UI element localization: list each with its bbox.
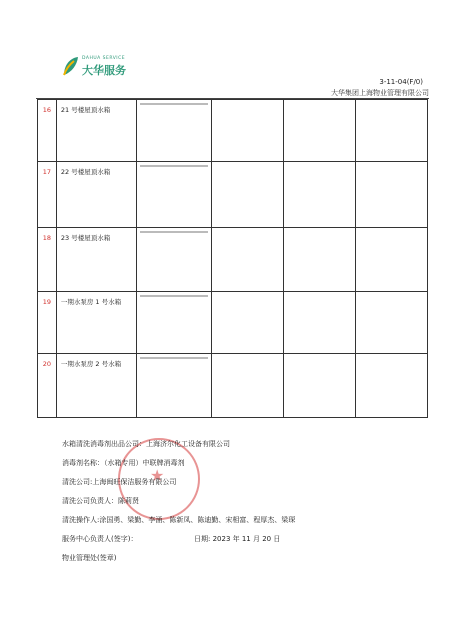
tank-photo	[355, 100, 427, 162]
health-certificate-image	[136, 292, 211, 354]
property-office-seal-label: 物业管理处(签章)	[62, 554, 117, 562]
cleaning-operators: 清洗操作人:涂国勇、梁勤、李涌、陈新凤、陈迪勤、宋相富、程厚杰、梁琛	[62, 516, 296, 524]
tank-location: 一期水泵房 2 号水箱	[56, 354, 136, 418]
row-number: 20	[38, 354, 57, 418]
tank-location: 22 号楼屋顶水箱	[56, 162, 136, 228]
tank-photo	[283, 100, 355, 162]
tank-photo	[283, 354, 355, 418]
row-number: 19	[38, 292, 57, 354]
tank-photo	[283, 162, 355, 228]
row-number: 17	[38, 162, 57, 228]
tank-photo	[283, 228, 355, 292]
tank-location: 23 号楼屋顶水箱	[56, 228, 136, 292]
health-certificate-image	[136, 162, 211, 228]
table-row	[38, 228, 428, 292]
service-center-signature: 服务中心负责人(签字)：	[62, 535, 138, 543]
tank-photo	[283, 292, 355, 354]
disinfectant-manufacturer: 水箱清洗消毒剂出品公司：上海济尔化工设备有限公司	[62, 440, 230, 448]
tank-photo	[212, 292, 284, 354]
sign-date: 日期: 2023 年 11 月 20 日	[194, 535, 281, 543]
health-certificate-image	[136, 100, 211, 162]
cleaning-company: 清洗公司:上海闽旺保洁服务有限公司	[62, 478, 177, 486]
document-number: 3-11-04(F/0)	[379, 78, 423, 86]
table-row	[38, 292, 428, 354]
row-number: 16	[38, 100, 57, 162]
tank-photo	[212, 228, 284, 292]
health-certificate-image	[136, 228, 211, 292]
company-name: 大华集团上海物业管理有限公司	[331, 89, 429, 97]
row-number: 18	[38, 228, 57, 292]
tank-location: 一期水泵房 1 号水箱	[56, 292, 136, 354]
leaf-logo-icon	[62, 55, 80, 77]
disinfectant-name: 消毒剂名称：（水箱专用）中联牌消毒剂	[62, 459, 185, 467]
tank-photo	[212, 100, 284, 162]
tank-photo	[355, 354, 427, 418]
logo-title: 大华服务	[82, 64, 126, 77]
dahua-logo	[62, 54, 162, 80]
table-row	[38, 162, 428, 228]
tank-photo	[212, 162, 284, 228]
table-row	[38, 100, 428, 162]
cleaning-company-manager: 清洗公司负责人：陈莉贤	[62, 497, 139, 505]
tank-location: 21 号楼屋顶水箱	[56, 100, 136, 162]
inspection-table	[37, 99, 428, 418]
tank-photo	[355, 162, 427, 228]
logo-subtitle: DAHUA SERVICE	[82, 56, 126, 61]
tank-photo	[212, 354, 284, 418]
table-row	[38, 354, 428, 418]
tank-photo	[355, 228, 427, 292]
tank-photo	[355, 292, 427, 354]
health-certificate-image	[136, 354, 211, 418]
